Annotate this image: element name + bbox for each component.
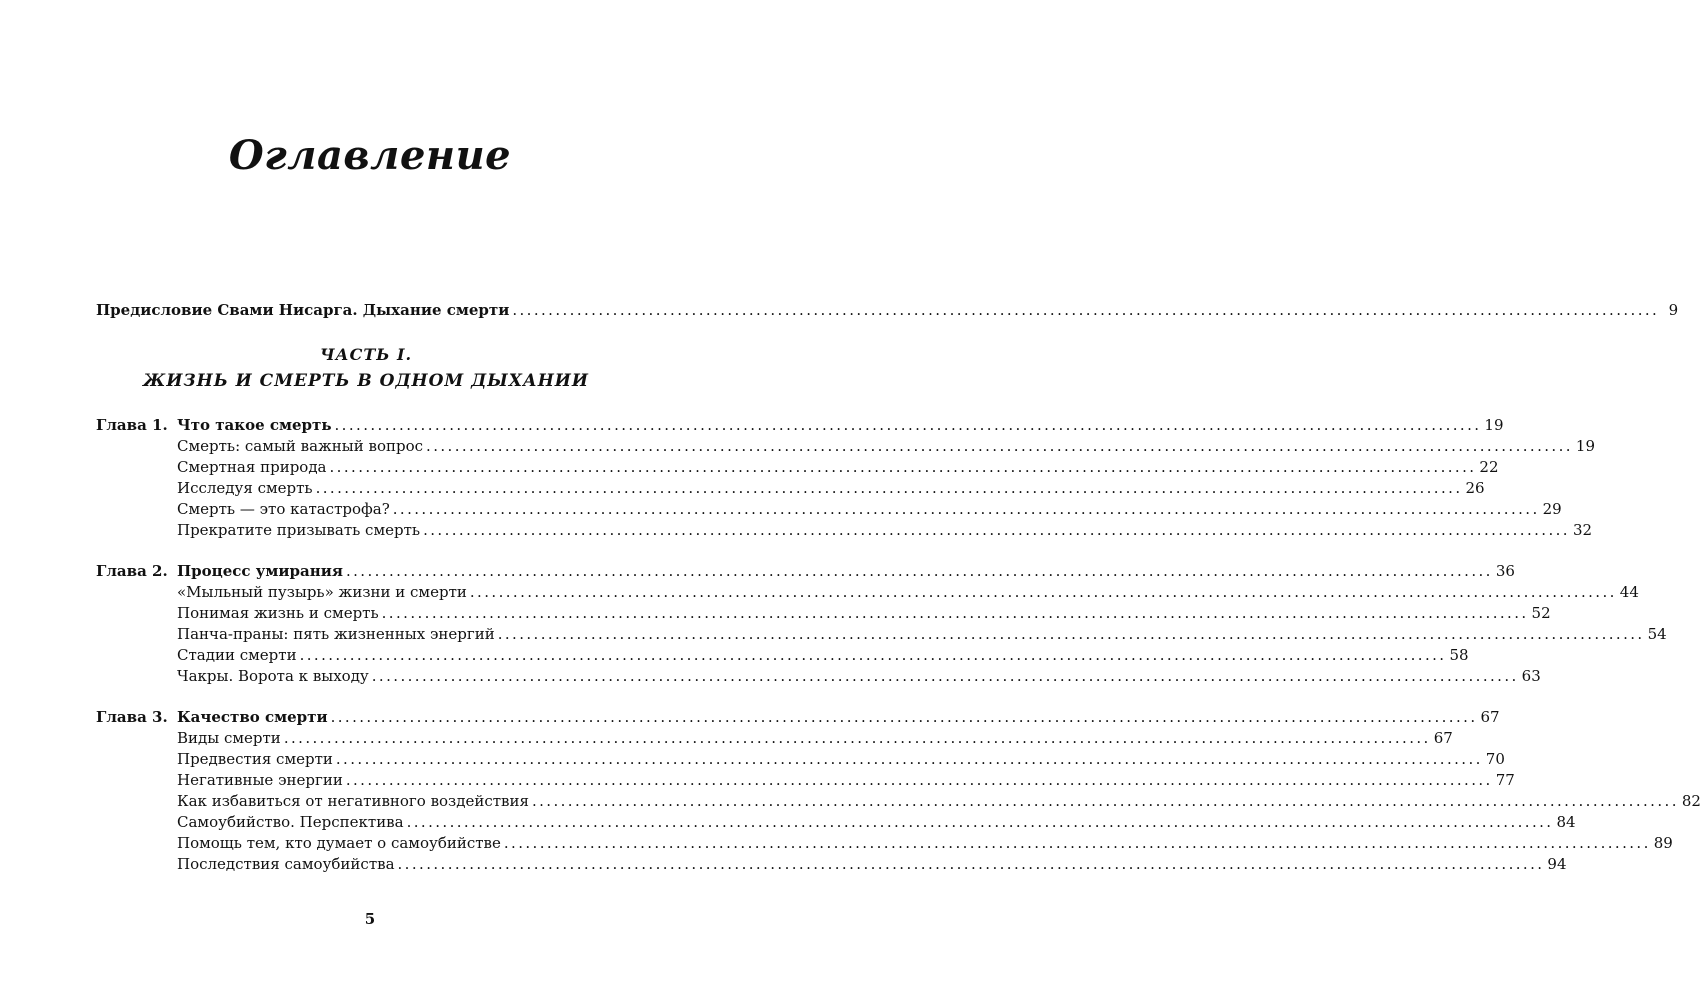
- toc-entry[interactable]: [177, 749, 1505, 769]
- toc-entry-label: Помощь тем, кто думает о самоубийстве: [177, 834, 501, 852]
- toc-entry-label: Негативные энергии: [177, 771, 343, 789]
- page-title: Оглавление: [228, 132, 512, 179]
- toc-entry-page: 9: [1668, 301, 1679, 319]
- dot-leader: ................................................................................................................................................................: [497, 625, 1645, 643]
- toc-entry[interactable]: [177, 854, 1567, 874]
- toc-entry-page: 44: [1619, 583, 1639, 601]
- toc-entry[interactable]: [177, 645, 1469, 665]
- toc-entry-page: 22: [1479, 458, 1499, 476]
- toc-entry-label: Исследуя смерть: [177, 479, 313, 497]
- toc-entry-label: Смерть — это катастрофа?: [177, 500, 390, 518]
- dot-leader: ................................................................................................................................................................: [503, 834, 1651, 852]
- toc-entry[interactable]: [177, 770, 1515, 790]
- dot-leader: ................................................................................................................................................................: [423, 521, 1570, 539]
- toc-entry[interactable]: [177, 582, 1639, 602]
- toc-entry[interactable]: [177, 499, 1562, 519]
- part-number: ЧАСТЬ I.: [319, 345, 413, 364]
- toc-entry[interactable]: [177, 603, 1551, 623]
- dot-leader: ................................................................................................................................................................: [283, 729, 1431, 747]
- toc-entry-page: 63: [1521, 667, 1541, 685]
- toc-entry-page: 82: [1681, 792, 1701, 810]
- dot-leader: ................................................................................................................................................................: [329, 458, 1477, 476]
- toc-entry[interactable]: [177, 457, 1499, 477]
- dot-leader: ................................................................................................................................................................: [469, 583, 1617, 601]
- toc-chapter-2[interactable]: [177, 561, 1515, 581]
- toc-entry[interactable]: [177, 436, 1596, 456]
- dot-leader: ................................................................................................................................................................: [406, 813, 1554, 831]
- toc-entry-page: 32: [1572, 521, 1593, 539]
- dot-leader: ................................................................................................................................................................: [334, 416, 1482, 434]
- dot-leader: ................................................................................................................................................................: [397, 855, 1545, 873]
- toc-entry-page: 77: [1495, 771, 1515, 789]
- toc-entry[interactable]: [177, 791, 1701, 811]
- toc-entry-page: 70: [1485, 750, 1505, 768]
- toc-entry-label: Последствия самоубийства: [177, 855, 395, 873]
- toc-entry-page: 84: [1556, 813, 1576, 831]
- toc-entry[interactable]: [177, 812, 1576, 832]
- dot-leader: ................................................................................................................................................................: [381, 604, 1529, 622]
- toc-entry-page: 19: [1484, 416, 1504, 434]
- toc-entry-label: Понимая жизнь и смерть: [177, 604, 379, 622]
- toc-entry[interactable]: [177, 478, 1485, 498]
- toc-entry[interactable]: [177, 728, 1453, 748]
- dot-leader: ................................................................................................................................................................: [299, 646, 1447, 664]
- part-title: ЖИЗНЬ И СМЕРТЬ В ОДНОМ ДЫХАНИИ: [143, 371, 589, 391]
- toc-entry-page: 52: [1531, 604, 1551, 622]
- chapter-2-label: Глава 2.: [96, 562, 168, 580]
- toc-entry-label: Самоубийство. Перспектива: [177, 813, 404, 831]
- toc-entry-label: Стадии смерти: [177, 646, 297, 664]
- toc-entry-page: 89: [1653, 834, 1673, 852]
- toc-entry-page: 54: [1647, 625, 1667, 643]
- toc-entry-label: Предвестия смерти: [177, 750, 333, 768]
- toc-entry-page: 58: [1449, 646, 1469, 664]
- dot-leader: ................................................................................................................................................................: [512, 301, 1660, 319]
- toc-entry-page: 19: [1575, 437, 1596, 455]
- toc-entry[interactable]: [177, 520, 1593, 540]
- dot-leader: ................................................................................................................................................................: [426, 437, 1573, 455]
- toc-entry-page: 67: [1480, 708, 1500, 726]
- toc-entry-preface[interactable]: [96, 300, 1679, 320]
- toc-chapter-3[interactable]: [177, 707, 1500, 727]
- toc-entry-page: 36: [1495, 562, 1515, 580]
- toc-entry-page: 26: [1465, 479, 1485, 497]
- toc-entry-label: Процесс умирания: [177, 562, 343, 580]
- dot-leader: ................................................................................................................................................................: [315, 479, 1463, 497]
- toc-entry[interactable]: [177, 666, 1541, 686]
- toc-entry[interactable]: [177, 833, 1673, 853]
- toc-entry-label: Что такое смерть: [177, 416, 332, 434]
- toc-entry-label: «Мыльный пузырь» жизни и смерти: [177, 583, 467, 601]
- dot-leader: ................................................................................................................................................................: [392, 500, 1540, 518]
- dot-leader: ................................................................................................................................................................: [531, 792, 1679, 810]
- toc-entry-label: Чакры. Ворота к выходу: [177, 667, 369, 685]
- toc-entry-label: Качество смерти: [177, 708, 328, 726]
- dot-leader: ................................................................................................................................................................: [345, 562, 1493, 580]
- toc-entry-label: Предисловие Свами Нисарга. Дыхание смерти: [96, 301, 510, 319]
- toc-entry-label: Прекратите призывать смерть: [177, 521, 421, 539]
- toc-entry-label: Смертная природа: [177, 458, 327, 476]
- toc-entry-label: Виды смерти: [177, 729, 281, 747]
- toc-entry-label: Как избавиться от негативного воздействия: [177, 792, 529, 810]
- page-number: 5: [364, 910, 376, 928]
- toc-entry-page: 67: [1433, 729, 1453, 747]
- dot-leader: ................................................................................................................................................................: [345, 771, 1493, 789]
- chapter-3-label: Глава 3.: [96, 708, 168, 726]
- toc-chapter-1[interactable]: [177, 415, 1504, 435]
- dot-leader: ................................................................................................................................................................: [371, 667, 1519, 685]
- dot-leader: ................................................................................................................................................................: [335, 750, 1483, 768]
- toc-entry-page: 29: [1542, 500, 1562, 518]
- toc-entry-label: Панча-праны: пять жизненных энергий: [177, 625, 495, 643]
- toc-entry-label: Смерть: самый важный вопрос: [177, 437, 424, 455]
- toc-entry[interactable]: [177, 624, 1667, 644]
- dot-leader: ................................................................................................................................................................: [330, 708, 1478, 726]
- toc-entry-page: 94: [1547, 855, 1567, 873]
- chapter-1-label: Глава 1.: [96, 416, 168, 434]
